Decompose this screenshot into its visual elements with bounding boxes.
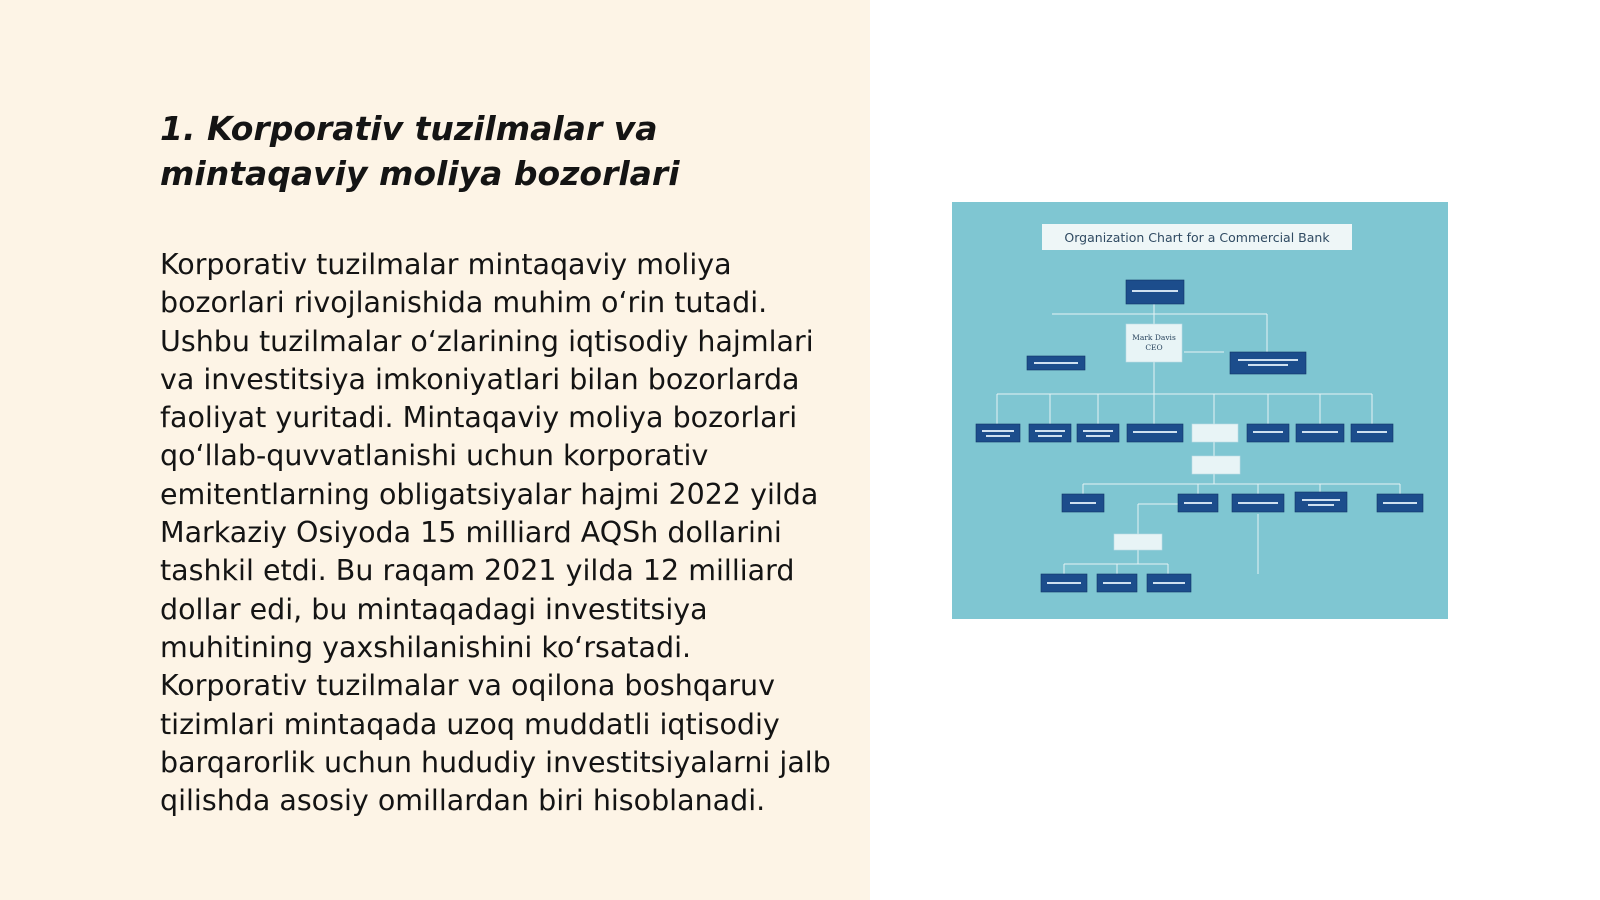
- org-box-sub-6: [1114, 534, 1162, 550]
- slide-title: 1. Korporativ tuzilmalar va mintaqaviy moliya bozorlari: [160, 109, 680, 193]
- org-box-sub-4: [1295, 492, 1347, 512]
- org-chart-title: Organization Chart for a Commercial Bank: [1064, 230, 1330, 245]
- org-chart-image: [952, 202, 1448, 619]
- org-box-dept-2: [1029, 424, 1071, 442]
- slide-body-text: Korporativ tuzilmalar mintaqaviy moliya bozorlari rivojlanishida muhim o‘rin tutadi. Ushbu tuzilmalar o‘zlarining iqtisodiy hajmlari va investitsiya imkoniyatlari bilan bozorlarda faoliyat yuritadi. Mintaqaviy moliya bozorlari qo‘llab-quvvatlanishi uchun korporativ emitentlarning obligatsiyalar hajmi 2022 yilda Markaziy Osiyoda 15 milliard AQSh dollarini tashkil etdi. Bu raqam 2021 yilda 12 milliard dollar edi, bu mintaqadagi investitsiya muhitining yaxshilanishini ko‘rsatadi. Korporativ tuzilmalar va oqilona boshqaruv tizimlari mintaqada uzoq muddatli iqtisodiy barqarorlik uchun hududiy investitsiyalarni jalb qilishda asosiy omillardan biri hisoblanadi.: [160, 248, 831, 818]
- org-box-operations: [1192, 456, 1240, 474]
- org-chart-graphic: [952, 202, 1448, 619]
- svg-text:CEO: CEO: [1145, 343, 1163, 352]
- org-box-ceo-label: Mark Davis: [1132, 333, 1176, 342]
- org-box-dept-1: [976, 424, 1020, 442]
- org-box-dept-3: [1077, 424, 1119, 442]
- org-box-general-counsel: [1230, 352, 1306, 374]
- org-box-dept-5: [1192, 424, 1238, 442]
